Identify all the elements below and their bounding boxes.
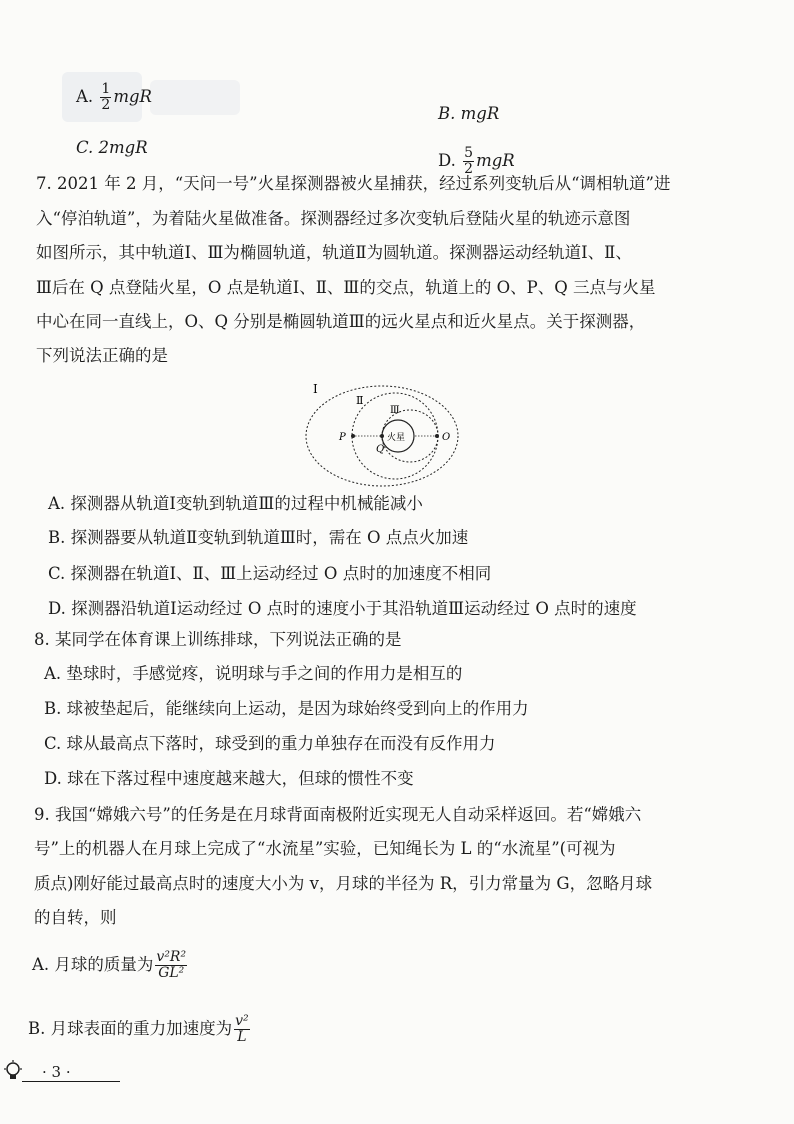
q8-option-d: D. 球在下落过程中速度越来越大，但球的惯性不变 <box>44 769 414 788</box>
fraction: $\frac{1}{2}$ <box>101 81 111 113</box>
q6-option-d: D. $\frac{5}{2}$ mgR <box>438 145 515 177</box>
q9-stem-line: 9. 我国“嫦娥六号”的任务是在月球背面南极附近实现无人自动采样返回。若“嫦娥六 <box>34 805 642 824</box>
label-O: O <box>442 432 451 443</box>
q6-option-a: A. $\frac{1}{2}$ mgR <box>76 81 152 113</box>
point-P <box>351 434 355 438</box>
q6-option-c: C. 2mgR <box>76 138 148 157</box>
q9-stem-line: 的自转，则 <box>34 908 117 927</box>
q6-option-b: B. mgR <box>438 104 500 123</box>
orbit-diagram <box>298 378 468 488</box>
label-I: Ⅰ <box>313 382 318 396</box>
point-O <box>435 434 439 438</box>
point-Q <box>380 434 384 438</box>
q8-option-b: B. 球被垫起后，能继续向上运动，是因为球始终受到向上的作用力 <box>44 699 529 718</box>
q7-stem-line: 中心在同一直线上，O、Q 分别是椭圆轨道Ⅲ的远火星点和近火星点。关于探测器， <box>36 312 646 331</box>
label-II: Ⅱ <box>356 394 364 407</box>
q8-option-c: C. 球从最高点下落时，球受到的重力单独存在而没有反作用力 <box>44 734 496 753</box>
label-Q: Q <box>376 444 385 455</box>
q7-stem-line: 入“停泊轨道”，为着陆火星做准备。探测器经过多次变轨后登陆火星的轨迹示意图 <box>36 209 631 228</box>
label-III: Ⅲ <box>390 405 400 416</box>
lightbulb-icon <box>2 1060 24 1082</box>
q8-stem: 8. 某同学在体育课上训练排球，下列说法正确的是 <box>34 630 402 649</box>
scan-smudge <box>150 80 240 115</box>
q7-option-b: B. 探测器要从轨道Ⅱ变轨到轨道Ⅲ时，需在 O 点点火加速 <box>48 528 469 547</box>
q7-option-c: C. 探测器在轨道Ⅰ、Ⅱ、Ⅲ上运动经过 O 点时的加速度不相同 <box>48 564 492 583</box>
q7-option-a: A. 探测器从轨道Ⅰ变轨到轨道Ⅲ的过程中机械能减小 <box>48 494 423 513</box>
q9-stem-line: 质点)刚好能过最高点时的速度大小为 v，月球的半径为 R，引力常量为 G，忽略月球 <box>34 874 653 893</box>
q7-stem-line: Ⅲ后在 Q 点登陆火星，O 点是轨道Ⅰ、Ⅱ、Ⅲ的交点，轨道上的 O、P、Q 三点与火星 <box>36 278 656 297</box>
page-number: · 3 · <box>42 1063 71 1081</box>
label-mars: 火星 <box>387 433 406 443</box>
fraction: $\frac{5}{2}$ <box>464 145 474 177</box>
fraction: $\frac{\text{v²}}{L}$ <box>235 1013 249 1045</box>
q7-stem-line: 如图所示，其中轨道Ⅰ、Ⅲ为椭圆轨道，轨道Ⅱ为圆轨道。探测器运动经轨道Ⅰ、Ⅱ、 <box>36 243 632 262</box>
q7-option-d: D. 探测器沿轨道Ⅰ运动经过 O 点时的速度小于其沿轨道Ⅲ运动经过 O 点时的速度 <box>48 599 637 618</box>
q9-stem-line: 号”上的机器人在月球上完成了“水流星”实验，已知绳长为 L 的“水流星”(可视为 <box>34 839 616 858</box>
footer-rule <box>22 1081 120 1082</box>
q8-option-a: A. 垫球时，手感觉疼，说明球与手之间的作用力是相互的 <box>44 664 463 683</box>
q7-stem-line: 下列说法正确的是 <box>36 346 168 365</box>
fraction: $\frac{\text{v²R²}}{\text{GL²}}$ <box>156 949 187 981</box>
q9-option-b: B. 月球表面的重力加速度为 $\frac{\text{v²}}{L}$ <box>28 1013 249 1045</box>
q7-stem-line: 7. 2021 年 2 月，“天问一号”火星探测器被火星捕获，经过系列变轨后从“调相轨道”进 <box>36 174 671 193</box>
q9-option-a: A. 月球的质量为 $\frac{\text{v²R²}}{\text{GL²}}$ <box>32 949 187 981</box>
label-P: P <box>339 432 346 443</box>
